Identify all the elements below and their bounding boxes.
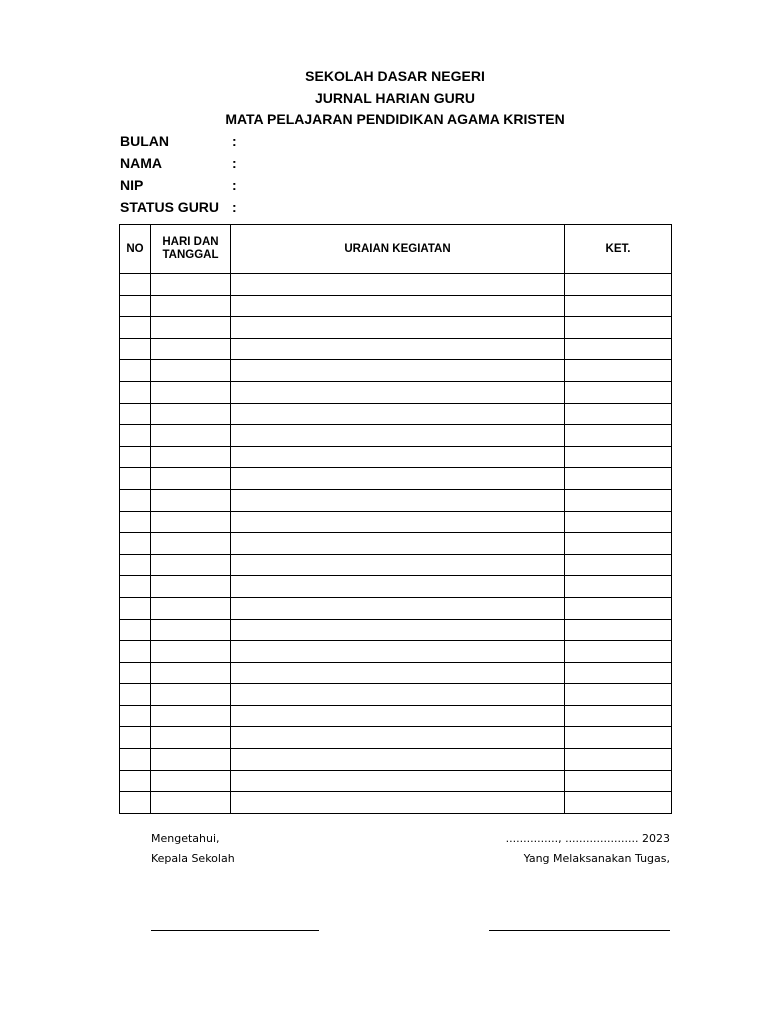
- table-row: [120, 619, 672, 641]
- cell-no[interactable]: [120, 533, 151, 555]
- cell-description[interactable]: [231, 597, 565, 619]
- cell-no[interactable]: [120, 749, 151, 771]
- table-row: [120, 468, 672, 490]
- cell-description[interactable]: [231, 446, 565, 468]
- cell-day-date[interactable]: [151, 576, 231, 598]
- cell-note[interactable]: [565, 338, 672, 360]
- table-row: [120, 749, 672, 771]
- cell-no[interactable]: [120, 360, 151, 382]
- table-row: [120, 381, 672, 403]
- cell-no[interactable]: [120, 489, 151, 511]
- table-row: [120, 684, 672, 706]
- cell-no[interactable]: [120, 619, 151, 641]
- cell-day-date[interactable]: [151, 770, 231, 792]
- cell-description[interactable]: [231, 641, 565, 663]
- table-row: [120, 554, 672, 576]
- cell-note[interactable]: [565, 727, 672, 749]
- column-header-day-date: [151, 225, 231, 274]
- principal-signature-line: [151, 930, 319, 931]
- school-title: SEKOLAH DASAR NEGERI: [305, 68, 485, 84]
- cell-day-date[interactable]: [151, 468, 231, 490]
- field-separator: :: [232, 177, 237, 193]
- cell-no[interactable]: [120, 576, 151, 598]
- column-header-description: URAIAN KEGIATAN: [231, 225, 565, 274]
- cell-no[interactable]: [120, 338, 151, 360]
- field-separator: :: [232, 155, 237, 171]
- column-header-no: NO: [120, 225, 151, 274]
- cell-description[interactable]: [231, 619, 565, 641]
- cell-note[interactable]: [565, 295, 672, 317]
- cell-note[interactable]: [565, 619, 672, 641]
- cell-description[interactable]: [231, 317, 565, 339]
- table-row: [120, 317, 672, 339]
- cell-description[interactable]: [231, 403, 565, 425]
- cell-no[interactable]: [120, 641, 151, 663]
- cell-day-date[interactable]: [151, 727, 231, 749]
- cell-note[interactable]: [565, 446, 672, 468]
- field-label: STATUS GURU: [120, 199, 220, 215]
- cell-no[interactable]: [120, 684, 151, 706]
- cell-no[interactable]: [120, 295, 151, 317]
- table-row: [120, 727, 672, 749]
- cell-no[interactable]: [120, 770, 151, 792]
- cell-no[interactable]: [120, 705, 151, 727]
- field-nip: [120, 177, 237, 193]
- table-row: [120, 338, 672, 360]
- cell-day-date[interactable]: [151, 381, 231, 403]
- field-status-guru: [120, 199, 237, 215]
- cell-no[interactable]: [120, 468, 151, 490]
- cell-description[interactable]: [231, 684, 565, 706]
- field-label: NAMA: [120, 155, 162, 171]
- cell-day-date[interactable]: [151, 511, 231, 533]
- table-row: [120, 511, 672, 533]
- cell-description[interactable]: [231, 425, 565, 447]
- cell-description[interactable]: [231, 360, 565, 382]
- cell-note[interactable]: [565, 641, 672, 663]
- journal-title: JURNAL HARIAN GURU: [315, 90, 475, 106]
- cell-note[interactable]: [565, 576, 672, 598]
- cell-note[interactable]: [565, 468, 672, 490]
- cell-note[interactable]: [565, 770, 672, 792]
- table-row: [120, 489, 672, 511]
- cell-no[interactable]: [120, 317, 151, 339]
- executor-label: Yang Melaksanakan Tugas,: [523, 852, 670, 865]
- cell-day-date[interactable]: [151, 792, 231, 814]
- signature-left: [151, 832, 235, 872]
- table-row: [120, 274, 672, 296]
- cell-no[interactable]: [120, 446, 151, 468]
- cell-day-date[interactable]: [151, 749, 231, 771]
- cell-day-date[interactable]: [151, 533, 231, 555]
- place-date-line: ..............., ..................... 2023: [505, 832, 670, 845]
- cell-description[interactable]: [231, 705, 565, 727]
- table-row: [120, 446, 672, 468]
- cell-description[interactable]: [231, 511, 565, 533]
- cell-day-date[interactable]: [151, 662, 231, 684]
- cell-no[interactable]: [120, 425, 151, 447]
- table-row: [120, 770, 672, 792]
- cell-day-date[interactable]: [151, 597, 231, 619]
- cell-description[interactable]: [231, 792, 565, 814]
- table-row: [120, 705, 672, 727]
- cell-note[interactable]: [565, 511, 672, 533]
- cell-day-date[interactable]: [151, 446, 231, 468]
- cell-description[interactable]: [231, 274, 565, 296]
- field-label: BULAN: [120, 133, 169, 149]
- table-row: [120, 662, 672, 684]
- cell-day-date[interactable]: [151, 274, 231, 296]
- cell-description[interactable]: [231, 381, 565, 403]
- cell-note[interactable]: [565, 749, 672, 771]
- field-bulan: [120, 133, 237, 149]
- cell-description[interactable]: [231, 489, 565, 511]
- principal-label: Kepala Sekolah: [151, 852, 235, 865]
- table-row: [120, 576, 672, 598]
- cell-note[interactable]: [565, 684, 672, 706]
- cell-day-date[interactable]: [151, 403, 231, 425]
- subject-title: MATA PELAJARAN PENDIDIKAN AGAMA KRISTEN: [225, 111, 565, 127]
- cell-description[interactable]: [231, 749, 565, 771]
- cell-day-date[interactable]: [151, 360, 231, 382]
- table-row: [120, 425, 672, 447]
- table-row: [120, 403, 672, 425]
- cell-day-date[interactable]: [151, 619, 231, 641]
- cell-note[interactable]: [565, 274, 672, 296]
- cell-note[interactable]: [565, 597, 672, 619]
- cell-description[interactable]: [231, 338, 565, 360]
- table-header-row: [120, 225, 672, 274]
- table-row: [120, 597, 672, 619]
- cell-day-date[interactable]: [151, 684, 231, 706]
- table-row: [120, 641, 672, 663]
- teacher-signature-line: [489, 930, 670, 931]
- cell-description[interactable]: [231, 770, 565, 792]
- cell-day-date[interactable]: [151, 338, 231, 360]
- cell-description[interactable]: [231, 727, 565, 749]
- cell-note[interactable]: [565, 317, 672, 339]
- table-row: [120, 533, 672, 555]
- cell-note[interactable]: [565, 489, 672, 511]
- cell-description[interactable]: [231, 662, 565, 684]
- cell-no[interactable]: [120, 597, 151, 619]
- cell-note[interactable]: [565, 360, 672, 382]
- field-nama: [120, 155, 237, 171]
- cell-no[interactable]: [120, 792, 151, 814]
- cell-no[interactable]: [120, 274, 151, 296]
- acknowledged-label: Mengetahui,: [151, 832, 220, 845]
- field-label: NIP: [120, 177, 144, 193]
- cell-day-date[interactable]: [151, 641, 231, 663]
- cell-note[interactable]: [565, 403, 672, 425]
- cell-note[interactable]: [565, 425, 672, 447]
- cell-day-date[interactable]: [151, 317, 231, 339]
- cell-no[interactable]: [120, 511, 151, 533]
- cell-no[interactable]: [120, 381, 151, 403]
- field-separator: :: [232, 133, 237, 149]
- cell-description[interactable]: [231, 576, 565, 598]
- cell-note[interactable]: [565, 554, 672, 576]
- cell-no[interactable]: [120, 662, 151, 684]
- cell-day-date[interactable]: [151, 554, 231, 576]
- field-separator: :: [232, 199, 237, 215]
- cell-description[interactable]: [231, 295, 565, 317]
- column-header-day-line1: HARI DAN: [162, 236, 219, 248]
- table-row: [120, 295, 672, 317]
- cell-description[interactable]: [231, 533, 565, 555]
- cell-no[interactable]: [120, 554, 151, 576]
- column-header-day-line2: TANGGAL: [162, 249, 219, 261]
- cell-no[interactable]: [120, 403, 151, 425]
- cell-day-date[interactable]: [151, 705, 231, 727]
- cell-day-date[interactable]: [151, 295, 231, 317]
- cell-no[interactable]: [120, 727, 151, 749]
- journal-table-body: [120, 274, 672, 814]
- table-row: [120, 792, 672, 814]
- cell-note[interactable]: [565, 381, 672, 403]
- table-row: [120, 360, 672, 382]
- cell-note[interactable]: [565, 533, 672, 555]
- cell-note[interactable]: [565, 662, 672, 684]
- cell-day-date[interactable]: [151, 489, 231, 511]
- cell-description[interactable]: [231, 554, 565, 576]
- cell-description[interactable]: [231, 468, 565, 490]
- cell-day-date[interactable]: [151, 425, 231, 447]
- column-header-note: KET.: [565, 225, 672, 274]
- journal-table: [119, 224, 672, 814]
- signature-right: [470, 832, 670, 872]
- cell-note[interactable]: [565, 705, 672, 727]
- cell-note[interactable]: [565, 792, 672, 814]
